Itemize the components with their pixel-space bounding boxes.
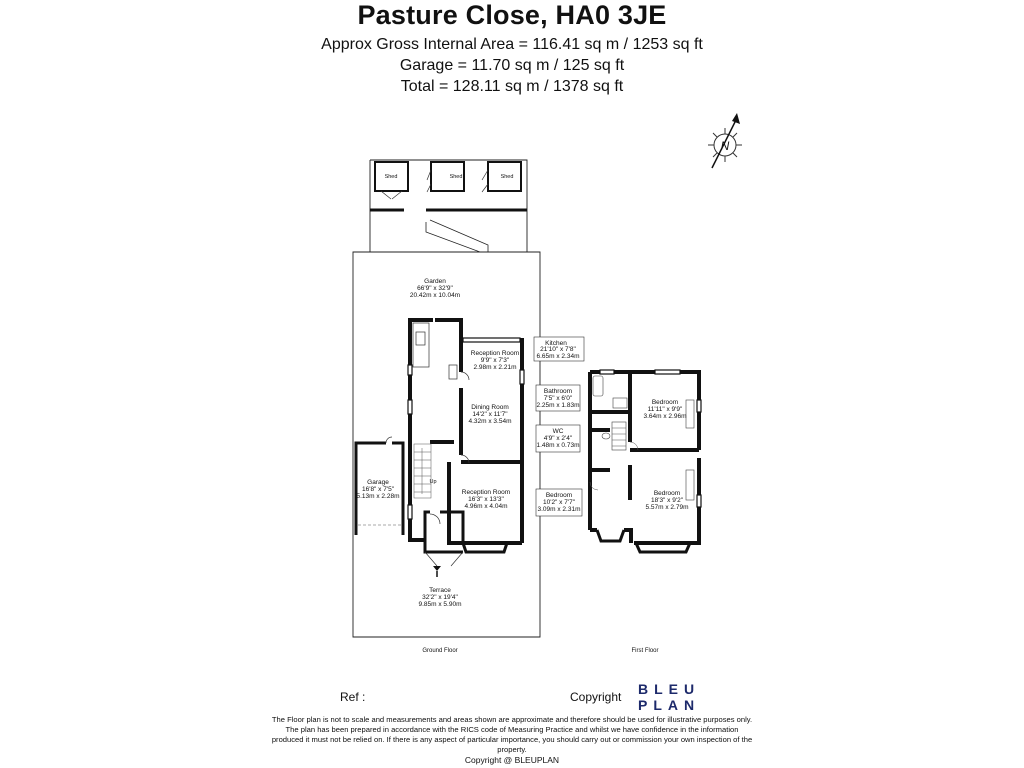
shed-3-label: Shed — [500, 174, 514, 180]
wc-imperial: 4'9" x 2'4" — [543, 435, 573, 442]
garage-area: Garage = 11.70 sq m / 125 sq ft — [399, 57, 625, 74]
dining-room-name: Dining Room — [471, 404, 509, 411]
reception-room-1-imperial: 9'9" x 7'3" — [480, 357, 510, 364]
reception-room-2-metric: 4.96m x 4.04m — [464, 503, 508, 510]
bleuplan-logo — [638, 681, 700, 713]
bedroom-front-imperial: 18'3" x 9'2" — [650, 497, 684, 504]
reception-room-2-name: Reception Room — [461, 489, 511, 496]
dining-room-imperial: 14'2" x 11'7" — [472, 411, 508, 418]
bedroom-front-name: Bedroom — [653, 490, 681, 497]
ref-label: Ref : — [340, 690, 366, 704]
disclaimer-text: The Floor plan is not to scale and measurements and areas shown are approximate and therefore should be used for illustrative purposes only. The plan has been prepared in accordance with the RICS code of Measuring Practice and whilst we have confidence in the information produced it must not be relied on. If there is any aspect of particular importance, you should carry out or commission your own inspection of the property. — [271, 715, 753, 754]
logo-line-2: PLAN — [638, 697, 701, 713]
first-floor-walls — [590, 372, 699, 543]
dining-room-metric: 4.32m x 3.54m — [468, 418, 512, 425]
stairs-up-label: Up — [429, 479, 437, 485]
bathroom-metric: 2.25m x 1.83m — [536, 402, 580, 409]
first-floor-label: First Floor — [631, 648, 659, 654]
bathroom-name: Bathroom — [543, 388, 573, 395]
bedroom-small-metric: 3.09m x 2.31m — [537, 506, 581, 513]
bedroom-small-imperial: 10'2" x 7'7" — [542, 499, 576, 506]
copyright-label: Copyright — [570, 690, 622, 704]
footer-copyright: Copyright @ BLEUPLAN — [464, 755, 560, 765]
bedroom-front-metric: 5.57m x 2.79m — [645, 504, 689, 511]
gross-internal-area: Approx Gross Internal Area = 116.41 sq m / 1253 sq ft — [321, 36, 703, 53]
garage-metric: 5.13m x 2.28m — [356, 493, 400, 500]
page-title: Pasture Close, HA0 3JE — [357, 0, 667, 30]
kitchen-metric: 6.65m x 2.34m — [536, 353, 580, 360]
ground-floor-label: Ground Floor — [422, 648, 458, 654]
wc-name: WC — [552, 428, 564, 435]
terrace-imperial: 32'2" x 19'4" — [422, 594, 458, 601]
shed-1-label: Shed — [384, 174, 398, 180]
bedroom-rear-imperial: 11'11" x 9'9" — [647, 406, 683, 413]
reception-room-1-name: Reception Room — [470, 350, 520, 357]
reception-room-1-metric: 2.98m x 2.21m — [473, 364, 517, 371]
bathroom-imperial: 7'5" x 6'0" — [543, 395, 573, 402]
ground-floor-stairs — [414, 444, 431, 498]
bedroom-rear-metric: 3.64m x 2.96m — [643, 413, 687, 420]
logo-line-1: BLEU — [638, 681, 701, 697]
bedroom-rear-name: Bedroom — [651, 399, 679, 406]
wc-metric: 1.48m x 0.73m — [536, 442, 580, 449]
compass-north-label: N — [720, 139, 730, 153]
garage-name: Garage — [367, 479, 389, 486]
total-area: Total = 128.11 sq m / 1378 sq ft — [400, 78, 624, 95]
terrace-name: Terrace — [429, 587, 451, 594]
bedroom-small-name: Bedroom — [545, 492, 573, 499]
garden-imperial: 66'9" x 32'9" — [417, 285, 453, 292]
reception-room-2-imperial: 16'3" x 13'3" — [468, 496, 504, 503]
compass — [708, 113, 742, 168]
garden-name: Garden — [424, 278, 446, 285]
garden-metric: 20.42m x 10.04m — [409, 292, 461, 299]
shed-2-label: Shed — [449, 174, 463, 180]
terrace-metric: 9.85m x 5.90m — [418, 601, 462, 608]
kitchen-name: Kitchen — [545, 340, 567, 347]
shed-1 — [375, 162, 408, 199]
garage-imperial: 16'8" x 7'5" — [361, 486, 395, 493]
kitchen-imperial: 21'10" x 7'8" — [540, 346, 576, 353]
